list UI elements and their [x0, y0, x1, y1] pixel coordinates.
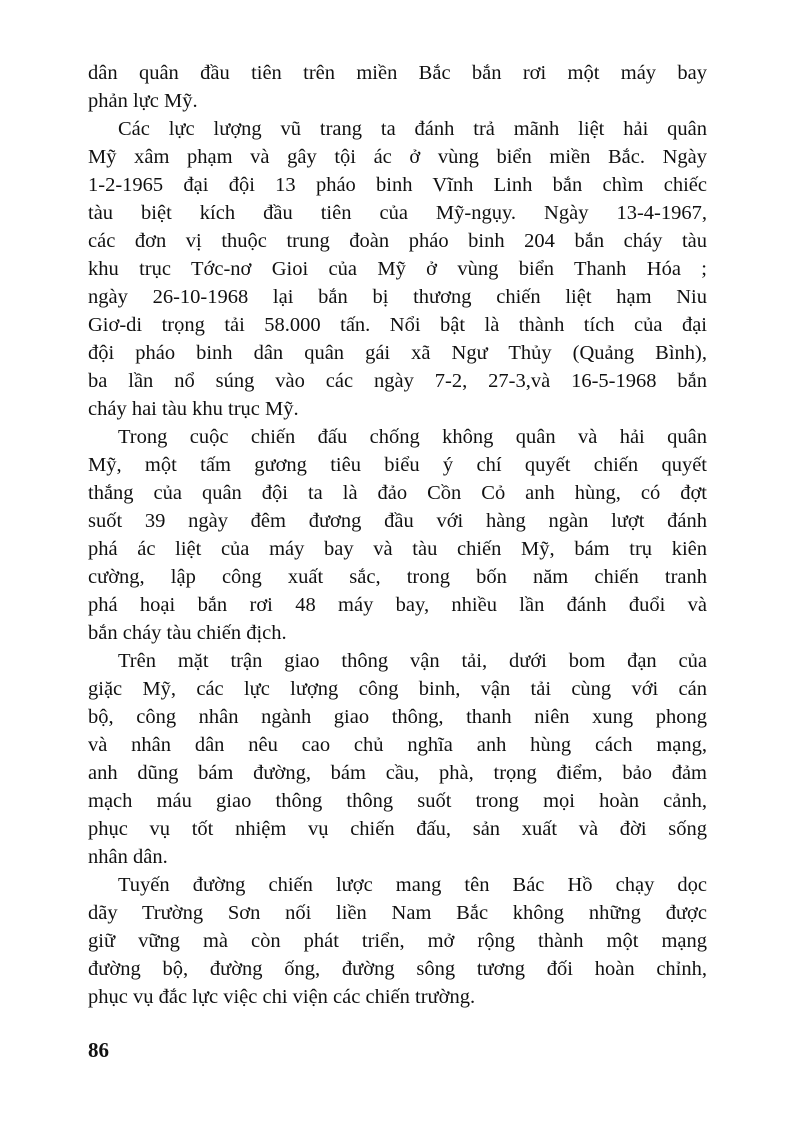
text-line: phá ác liệt của máy bay và tàu chiến Mỹ, bám trụ kiên — [88, 538, 707, 560]
text-line: Các lực lượng vũ trang ta đánh trả mãnh liệt hải quân — [118, 118, 707, 140]
text-line: đội pháo binh dân quân gái xã Ngư Thủy (Quảng Bình), — [88, 342, 707, 364]
text-line: cháy hai tàu khu trục Mỹ. — [88, 398, 299, 420]
text-line: các đơn vị thuộc trung đoàn pháo binh 204 bắn cháy tàu — [88, 230, 707, 252]
text-line: tàu biệt kích đầu tiên của Mỹ-ngụy. Ngày 13-4-1967, — [88, 202, 707, 224]
paragraph — [88, 115, 707, 423]
text-line: anh dũng bám đường, bám cầu, phà, trọng điểm, bảo đảm — [88, 762, 707, 784]
text-line: và nhân dân nêu cao chủ nghĩa anh hùng cách mạng, — [88, 734, 707, 756]
text-line: bắn cháy tàu chiến địch. — [88, 622, 287, 644]
text-line: Trong cuộc chiến đấu chống không quân và hải quân — [118, 426, 707, 448]
text-line: Trên mặt trận giao thông vận tải, dưới bom đạn của — [118, 650, 707, 672]
page-number: 86 — [88, 1038, 109, 1062]
paragraph — [88, 871, 707, 1011]
text-line: bộ, công nhân ngành giao thông, thanh niên xung phong — [88, 706, 707, 728]
text-line: Tuyến đường chiến lược mang tên Bác Hồ chạy dọc — [118, 874, 707, 896]
text-line: mạch máu giao thông thông suốt trong mọi hoàn cảnh, — [88, 790, 707, 812]
text-line: giặc Mỹ, các lực lượng công binh, vận tải cùng với cán — [88, 678, 707, 700]
text-line: ba lần nổ súng vào các ngày 7-2, 27-3,và 16-5-1968 bắn — [88, 370, 707, 392]
paragraph — [88, 423, 707, 647]
paragraph — [88, 647, 707, 871]
text-line: Giơ-di trọng tải 58.000 tấn. Nổi bật là thành tích của đại — [88, 314, 707, 336]
body-text — [88, 59, 707, 1011]
text-line: 1-2-1965 đại đội 13 pháo binh Vĩnh Linh bắn chìm chiếc — [88, 174, 707, 196]
paragraph — [88, 59, 707, 115]
text-line: cường, lập công xuất sắc, trong bốn năm chiến tranh — [88, 566, 707, 588]
text-line: suốt 39 ngày đêm đương đầu với hàng ngàn lượt đánh — [88, 510, 707, 532]
text-line: phản lực Mỹ. — [88, 90, 198, 112]
text-line: thắng của quân đội ta là đảo Cồn Cỏ anh hùng, có đợt — [88, 482, 707, 504]
text-line: ngày 26-10-1968 lại bắn bị thương chiến liệt hạm Niu — [88, 286, 707, 308]
text-line: dân quân đầu tiên trên miền Bắc bắn rơi một máy bay — [88, 62, 707, 84]
text-line: khu trục Tớc-nơ Gioi của Mỹ ở vùng biển Thanh Hóa ; — [88, 258, 707, 280]
text-line: dãy Trường Sơn nối liền Nam Bắc không những được — [88, 902, 707, 924]
text-line: phục vụ đắc lực việc chi viện các chiến trường. — [88, 986, 476, 1008]
text-line: đường bộ, đường ống, đường sông tương đối hoàn chỉnh, — [88, 958, 707, 980]
text-line: phục vụ tốt nhiệm vụ chiến đấu, sản xuất và đời sống — [88, 818, 707, 840]
text-line: giữ vững mà còn phát triển, mở rộng thành một mạng — [88, 930, 707, 952]
text-line: Mỹ xâm phạm và gây tội ác ở vùng biển miền Bắc. Ngày — [88, 146, 707, 168]
text-line: nhân dân. — [88, 846, 168, 868]
text-line: phá hoại bắn rơi 48 máy bay, nhiều lần đánh đuổi và — [88, 594, 707, 616]
text-line: Mỹ, một tấm gương tiêu biểu ý chí quyết chiến quyết — [88, 454, 707, 476]
